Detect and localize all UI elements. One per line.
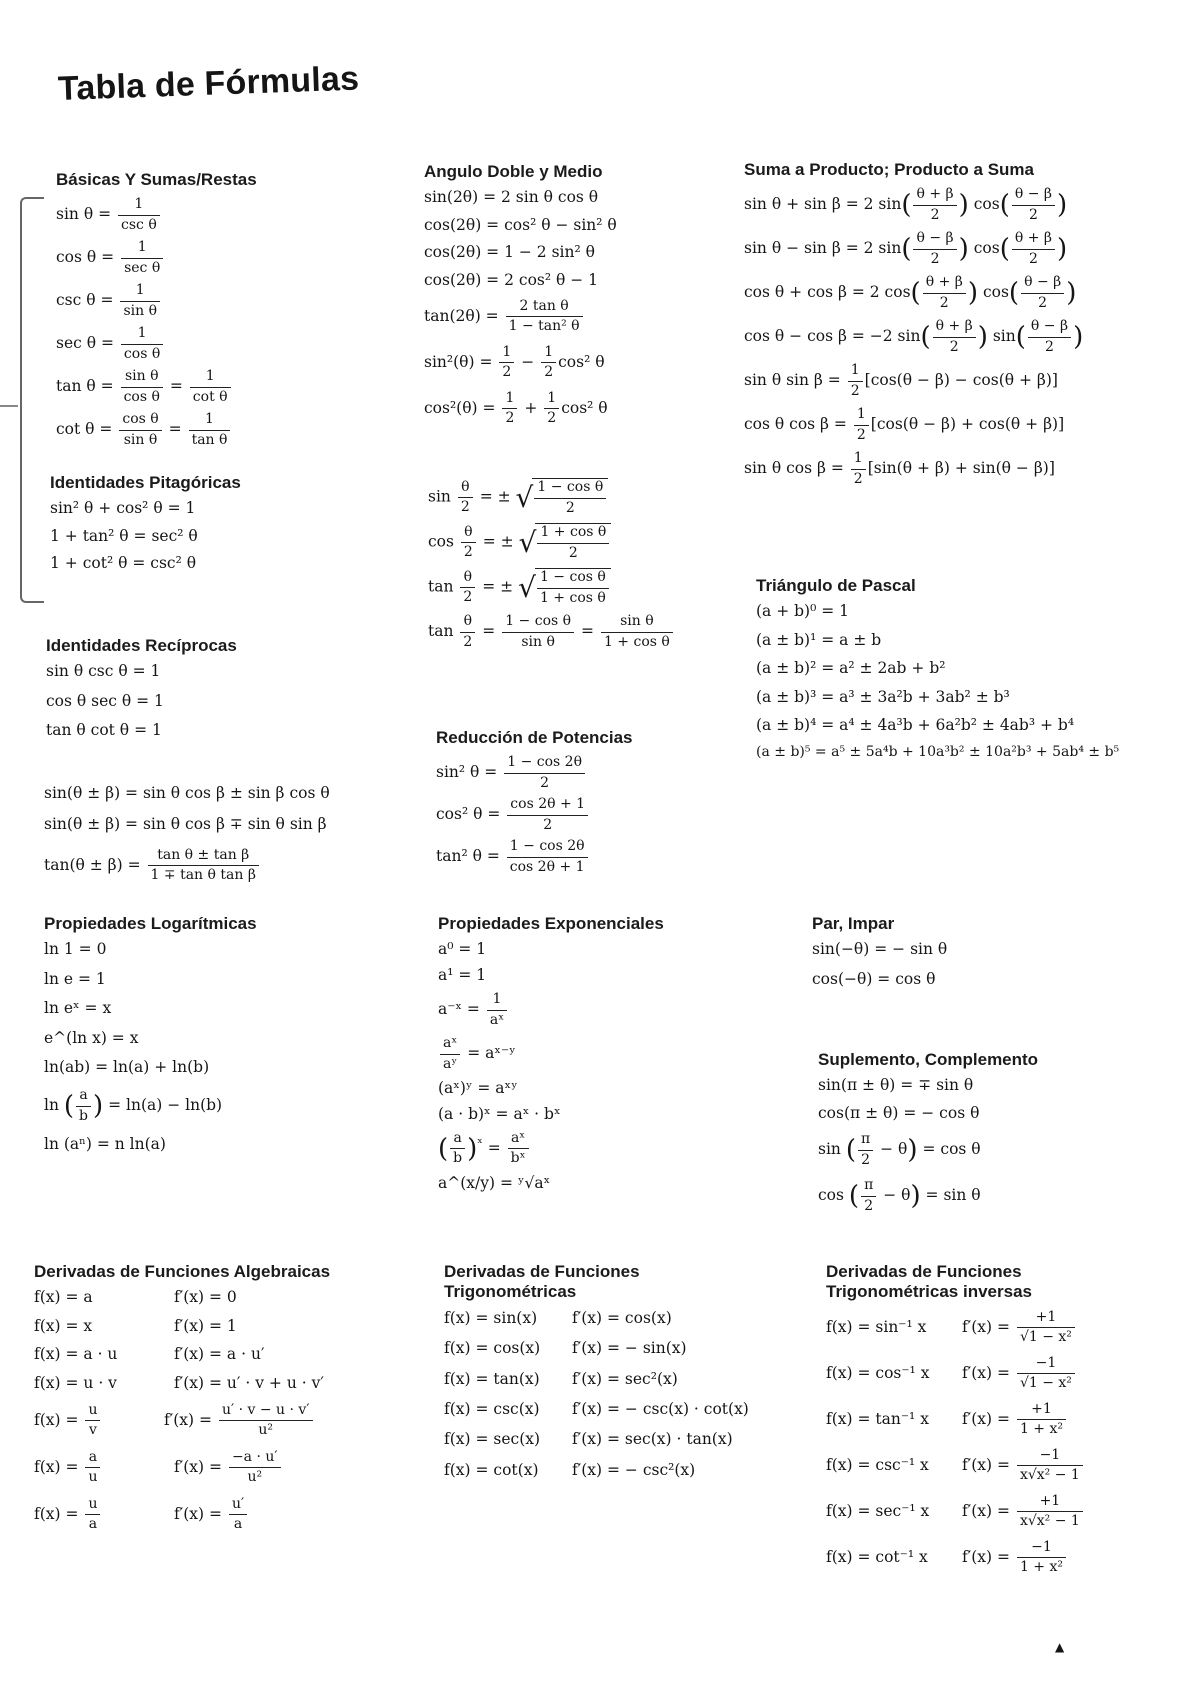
- formula-pythagorean-1: sin² θ + cos² θ = 1: [50, 499, 196, 518]
- derivative-quotient: f(x) = $\frac{u}{v}$ f′(x) = $\frac{u' \cdot v - u \cdot v'}{\text{u²}}$: [34, 1402, 414, 1440]
- formula-cos-half: cos $\frac{\theta}{2}$ = ± √ $\frac{\text{1 + cos θ}}{2}$: [428, 523, 728, 562]
- derivative-tan: f(x) = tan(x) f′(x) = sec²(x): [444, 1369, 678, 1388]
- formula-tan-reduction: tan² θ = $\frac{1 - \cos 2\theta}{\cos 2\theta + 1}$: [436, 838, 736, 876]
- derivative-csc: f(x) = csc(x) f′(x) = − csc(x) · cot(x): [444, 1399, 749, 1418]
- formula-pascal-5: (a ± b)⁵ = a⁵ ± 5a⁴b + 10a³b² ± 10a²b³ + 5ab⁴ ± b⁵: [756, 744, 1120, 761]
- formula-pythagorean-3: 1 + cot² θ = csc² θ: [50, 554, 197, 573]
- page-title: Tabla de Fórmulas: [57, 59, 360, 108]
- formula-sin-double: sin(2θ) = 2 sin θ cos θ: [424, 188, 599, 207]
- formula-product-to-sum-2: cos θ cos β = $\frac{1}{2}$ [cos(θ − β) + cos(θ + β)]: [744, 406, 1065, 443]
- derivative-divide-constant: f(x) = $\frac{u}{a}$ f′(x) = $\frac{u'}{a}$: [34, 1496, 414, 1534]
- formula-exp-power: (aˣ)ʸ = aˣʸ: [438, 1079, 518, 1098]
- derivative-cot: f(x) = cot(x) f′(x) = − csc²(x): [444, 1460, 696, 1479]
- formula-tan-quotient: tan θ = $\frac{\text{sin θ}}{\text{cos θ}}$ = $\frac{1}{\text{cot θ}}$: [56, 368, 386, 406]
- section-suplemento: [818, 1050, 1118, 1215]
- section-doble: [424, 162, 724, 428]
- section-title-exponenciales: Propiedades Exponenciales: [438, 914, 664, 933]
- formula-sin-sum: sin(θ ± β) = sin θ cos β ± sin β cos θ: [44, 784, 330, 802]
- formula-sum-to-product-3: cos θ + cos β = 2 cos( $\frac{\theta + \beta}{2}$ ) cos( $\frac{\theta - \beta}{2}$ ): [744, 274, 1077, 311]
- formula-tan-sum: tan(θ ± β) = $\frac{\text{tan θ ± tan β}}{\text{1 ∓ tan θ tan β}}$: [44, 847, 384, 885]
- section-derivadas-trig: [444, 1262, 784, 1480]
- formula-sin-squared-half: sin²(θ) = $\frac{1}{2}$ − $\frac{1}{2}$ cos² θ: [424, 343, 605, 381]
- derivative-arcsin: f(x) = sin⁻¹ x f′(x) = $\frac{+1}{\text{√1 − x²}}$: [826, 1309, 1166, 1347]
- formula-supplement-cos: cos(π ± θ) = − cos θ: [818, 1103, 980, 1122]
- section-logaritmicas: [44, 914, 384, 1155]
- derivative-arccos: f(x) = cos⁻¹ x f′(x) = $\frac{-1}{\text{√1 − x²}}$: [826, 1355, 1166, 1393]
- formula-even: cos(−θ) = cos θ: [812, 969, 936, 988]
- formula-sum-to-product-2: sin θ − sin β = 2 sin( $\frac{\theta - \beta}{2}$ ) cos( $\frac{\theta + \beta}{2}$ ): [744, 230, 1068, 267]
- section-reduccion: [436, 728, 736, 876]
- section-title-par-impar: Par, Impar: [812, 914, 895, 933]
- formula-tan-double: tan(2θ) = $\frac{\text{2 tan θ}}{\text{1 − tan² θ}}$: [424, 298, 724, 336]
- section-title-basicas: Básicas Y Sumas/Restas: [56, 170, 257, 189]
- hand-drawn-bracket: [20, 197, 44, 603]
- derivative-arccot: f(x) = cot⁻¹ x f′(x) = $\frac{-1}{\text{1 + x²}}$: [826, 1539, 1166, 1577]
- formula-csc-reciprocal: csc θ = $\frac{1}{\text{sin θ}}$: [56, 282, 386, 320]
- formula-sin-reciprocal: sin θ = $\frac{1}{\text{csc θ}}$: [56, 196, 386, 234]
- formula-sec-reciprocal: sec θ = $\frac{1}{\text{cos θ}}$: [56, 325, 386, 363]
- section-exponenciales: [438, 914, 758, 1193]
- formula-sin-reduction: sin² θ = $\frac{1 - \cos 2\theta}{2}$: [436, 754, 736, 792]
- formula-cos-double-2: cos(2θ) = 1 − 2 sin² θ: [424, 243, 595, 262]
- formula-product-to-sum-1: sin θ sin β = $\frac{1}{2}$ [cos(θ − β) − cos(θ + β)]: [744, 362, 1058, 399]
- formula-exp-fraction: ( $\frac{a}{b}$ )$^ˣ$ = $\frac{\text{aˣ}}{\text{bˣ}}$: [438, 1130, 758, 1168]
- formula-tan-half: tan $\frac{\theta}{2}$ = ± √ $\frac{\text{1 − cos θ}}{\text{1 + cos θ}}$: [428, 568, 728, 607]
- section-title-pitagoricas: Identidades Pitagóricas: [50, 473, 241, 492]
- section-title-suplemento: Suplemento, Complemento: [818, 1050, 1039, 1069]
- formula-log-1: ln 1 = 0: [44, 940, 107, 959]
- derivative-sin: f(x) = sin(x) f′(x) = cos(x): [444, 1308, 672, 1327]
- formula-tan-half-alt: tan $\frac{\theta}{2}$ = $\frac{\text{1 − cos θ}}{\text{sin θ}}$ = $\frac{\text{sin θ}}{\text{1 + cos θ}}$: [428, 613, 728, 651]
- margin-mark: [0, 405, 18, 407]
- section-suma-producto: [744, 160, 1174, 488]
- formula-sum-to-product-4: cos θ − cos β = −2 sin( $\frac{\theta + \beta}{2}$ ) sin( $\frac{\theta - \beta}{2}$ ): [744, 318, 1084, 355]
- derivative-cos: f(x) = cos(x) f′(x) = − sin(x): [444, 1339, 687, 1358]
- formula-log-3: ln eˣ = x: [44, 999, 112, 1018]
- derivative-arccsc: f(x) = csc⁻¹ x f′(x) = $\frac{-1}{\text{x√x² − 1}}$: [826, 1447, 1166, 1485]
- section-pascal: [756, 576, 1186, 762]
- formula-log-quotient: ln ( $\frac{a}{b}$ ) = ln(a) − ln(b): [44, 1087, 223, 1124]
- section-reciprocas: [46, 636, 376, 741]
- section-title-derivadas-inversas: Derivadas de Funciones Trigonométricas inversas: [826, 1262, 1032, 1302]
- section-basicas: [56, 170, 386, 449]
- formula-pascal-4: (a ± b)⁴ = a⁴ ± 4a³b + 6a²b² ± 4ab³ + b⁴: [756, 715, 1075, 734]
- section-par-impar: [812, 914, 1112, 989]
- formula-sum-to-product-1: sin θ + sin β = 2 sin( $\frac{\theta + \beta}{2}$ ) cos( $\frac{\theta - \beta}{2}$ ): [744, 186, 1068, 223]
- section-title-doble: Angulo Doble y Medio: [424, 162, 603, 181]
- section-title-suma-producto: Suma a Producto; Producto a Suma: [744, 160, 1034, 179]
- formula-cos-squared-half: cos²(θ) = $\frac{1}{2}$ + $\frac{1}{2}$ cos² θ: [424, 389, 608, 427]
- formula-sin-half: sin $\frac{\theta}{2}$ = ± √ $\frac{\text{1 − cos θ}}{2}$: [428, 478, 728, 517]
- section-title-derivadas-trig: Derivadas de Funciones Trigonométricas: [444, 1262, 640, 1302]
- section-title-logaritmicas: Propiedades Logarítmicas: [44, 914, 257, 933]
- formula-complement-cos: cos ( $\frac{\pi}{2}$ − θ) = sin θ: [818, 1177, 981, 1214]
- formula-pythagorean-2: 1 + tan² θ = sec² θ: [50, 526, 198, 545]
- formula-cos-double-3: cos(2θ) = 2 cos² θ − 1: [424, 270, 599, 289]
- formula-supplement-sin: sin(π ± θ) = ∓ sin θ: [818, 1076, 974, 1095]
- formula-reciprocal-1: sin θ csc θ = 1: [46, 662, 161, 681]
- section-title-derivadas-algebraicas: Derivadas de Funciones Algebraicas: [34, 1262, 331, 1281]
- formula-exp-negative: a⁻ˣ = $\frac{1}{\text{aˣ}}$: [438, 991, 758, 1029]
- derivative-scalar: f(x) = a · u f′(x) = a · u′: [34, 1345, 265, 1364]
- derivative-product: f(x) = u · v f′(x) = u′ · v + u · v′: [34, 1373, 324, 1392]
- formula-complement-sin: sin ( $\frac{\pi}{2}$ − θ) = cos θ: [818, 1131, 981, 1168]
- formula-pascal-0: (a + b)⁰ = 1: [756, 602, 850, 621]
- section-title-reciprocas: Identidades Recíprocas: [46, 636, 237, 655]
- formula-pascal-3: (a ± b)³ = a³ ± 3a²b + 3ab² ± b³: [756, 687, 1010, 706]
- formula-cos-double-1: cos(2θ) = cos² θ − sin² θ: [424, 215, 617, 234]
- section-medio: [428, 478, 728, 651]
- section-derivadas-inversas: [826, 1262, 1166, 1577]
- formula-cos-reciprocal: cos θ = $\frac{1}{\text{sec θ}}$: [56, 239, 386, 277]
- formula-exp-quotient: $\frac{\text{aˣ}}{\text{aʸ}}$ = aˣ⁻ʸ: [438, 1035, 758, 1073]
- formula-log-4: e^(ln x) = x: [44, 1028, 139, 1047]
- formula-product-to-sum-3: sin θ cos β = $\frac{1}{2}$ [sin(θ + β) + sin(θ − β)]: [744, 450, 1055, 487]
- derivative-identity: f(x) = x f′(x) = 1: [34, 1316, 237, 1335]
- page-mark: ▲: [1055, 1640, 1065, 1654]
- section-sumas: [44, 784, 384, 885]
- derivative-arcsec: f(x) = sec⁻¹ x f′(x) = $\frac{+1}{\text{x√x² − 1}}$: [826, 1493, 1166, 1531]
- formula-log-2: ln e = 1: [44, 969, 106, 988]
- formula-pascal-2: (a ± b)² = a² ± 2ab + b²: [756, 659, 946, 678]
- section-pitagoricas: [50, 473, 380, 574]
- section-title-reduccion: Reducción de Potencias: [436, 728, 633, 747]
- derivative-arctan: f(x) = tan⁻¹ x f′(x) = $\frac{+1}{\text{1 + x²}}$: [826, 1401, 1166, 1439]
- derivative-sec: f(x) = sec(x) f′(x) = sec(x) · tan(x): [444, 1430, 733, 1449]
- formula-exp-root: a^(x/y) = ʸ√aˣ: [438, 1173, 551, 1192]
- derivative-constant: f(x) = a f′(x) = 0: [34, 1288, 237, 1307]
- formula-exp-2: a¹ = 1: [438, 965, 487, 984]
- formula-cos-reduction: cos² θ = $\frac{\cos 2\theta + 1}{2}$: [436, 796, 736, 834]
- formula-pascal-1: (a ± b)¹ = a ± b: [756, 630, 882, 649]
- formula-cot-quotient: cot θ = $\frac{\text{cos θ}}{\text{sin θ}}$ = $\frac{1}{\text{tan θ}}$: [56, 411, 386, 449]
- formula-reciprocal-2: cos θ sec θ = 1: [46, 691, 164, 710]
- section-title-pascal: Triángulo de Pascal: [756, 576, 916, 595]
- formula-cos-sum: sin(θ ± β) = sin θ cos β ∓ sin θ sin β: [44, 815, 327, 834]
- formula-exp-1: a⁰ = 1: [438, 940, 487, 959]
- formula-odd: sin(−θ) = − sin θ: [812, 940, 948, 959]
- formula-log-5: ln(ab) = ln(a) + ln(b): [44, 1057, 210, 1076]
- formula-reciprocal-3: tan θ cot θ = 1: [46, 721, 162, 740]
- formula-log-power: ln (aⁿ) = n ln(a): [44, 1135, 166, 1154]
- derivative-reciprocal: f(x) = $\frac{a}{u}$ f′(x) = $\frac{-a \cdot u'}{\text{u²}}$: [34, 1449, 414, 1487]
- formula-exp-product: (a · b)ˣ = aˣ · bˣ: [438, 1104, 561, 1123]
- section-derivadas-algebraicas: [34, 1262, 414, 1534]
